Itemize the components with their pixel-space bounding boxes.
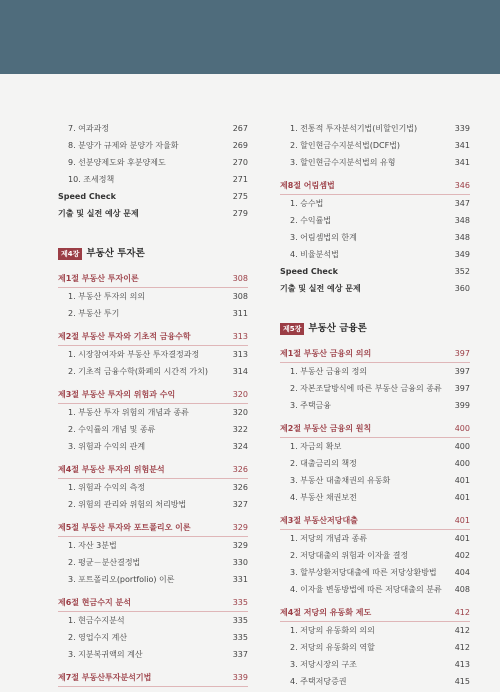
toc-page-number: 339 [232, 673, 248, 682]
toc-page-number: 324 [232, 442, 248, 451]
toc-entry-row[interactable] [280, 120, 470, 137]
toc-entry-row[interactable] [58, 537, 248, 554]
toc-entry-row[interactable] [280, 673, 470, 690]
toc-page-number: 331 [232, 575, 248, 584]
toc-entry-title: 1. 현금수지분석 [68, 616, 125, 625]
toc-entry-title: 기출 및 실전 예상 문제 [280, 284, 361, 293]
toc-page-number: 404 [454, 568, 470, 577]
toc-entry-row[interactable] [280, 530, 470, 547]
toc-page-number: 308 [232, 274, 248, 283]
toc-entry-row[interactable] [280, 154, 470, 171]
toc-entry-title: 제3절 부동산 투자의 위험과 수익 [58, 390, 176, 399]
toc-section-row[interactable] [280, 177, 470, 195]
toc-page-number: 413 [454, 660, 470, 669]
toc-page-number: 399 [454, 401, 470, 410]
toc-entry-title: 2. 자본조달방식에 따른 부동산 금융의 종류 [290, 384, 442, 393]
toc-entry-title: 2. 저당대출의 위험과 이자율 결정 [290, 551, 409, 560]
toc-entry-title: 1. 부동산 금융의 정의 [290, 367, 368, 376]
toc-entry-title: 2. 수익률의 개념 및 종류 [68, 425, 156, 434]
toc-chapter-heading [58, 242, 248, 264]
toc-entry-title: 3. 부동산 대출채권의 유동화 [290, 476, 391, 485]
toc-entry-title: 1. 저당의 유동화의 의의 [290, 626, 375, 635]
toc-entry-row[interactable] [280, 455, 470, 472]
toc-page-number: 326 [232, 465, 248, 474]
toc-page-number: 308 [232, 292, 248, 301]
toc-entry-title: 8. 분양가 규제와 분양가 자율화 [68, 141, 179, 150]
toc-section-row[interactable] [280, 512, 470, 530]
toc-section-row[interactable] [58, 386, 248, 404]
toc-entry-title: 제7절 부동산투자분석기법 [58, 673, 152, 682]
toc-entry-title: 1. 자금의 확보 [290, 442, 342, 451]
toc-entry-title: 3. 주택금융 [290, 401, 332, 410]
toc-entry-title: 제8절 어림셈법 [280, 181, 335, 190]
toc-page-number: 341 [454, 141, 470, 150]
toc-entry-row[interactable] [58, 554, 248, 571]
toc-entry-title: 4. 비율분석법 [290, 250, 339, 259]
toc-entry-row[interactable] [58, 188, 248, 205]
toc-page-number: 348 [454, 233, 470, 242]
toc-entry-title: Speed Check [280, 267, 338, 276]
toc-entry-row[interactable] [58, 363, 248, 380]
toc-page-number: 415 [454, 677, 470, 686]
toc-entry-title: 4. 이자율 변동방법에 따른 저당대출의 분류 [290, 585, 442, 594]
toc-entry-title: 제2절 부동산 금융의 원칙 [280, 424, 372, 433]
toc-page-number: 267 [232, 124, 248, 133]
toc-page-number: 313 [232, 350, 248, 359]
toc-entry-row[interactable] [58, 479, 248, 496]
toc-entry-title: 1. 자산 3분법 [68, 541, 117, 550]
toc-spacer [58, 222, 248, 236]
toc-entry-title: 2. 영업수지 계산 [68, 633, 128, 642]
toc-entry-title: 4. 부동산 채권보전 [290, 493, 357, 502]
toc-entry-title: 제1절 부동산 금융의 의의 [280, 349, 372, 358]
toc-page-number: 412 [454, 608, 470, 617]
toc-entry-title: Speed Check [58, 192, 116, 201]
toc-page-number: 320 [232, 408, 248, 417]
toc-page-number: 320 [232, 390, 248, 399]
toc-entry-row[interactable] [58, 171, 248, 188]
chapter-tag: 제5장 [280, 323, 304, 335]
toc-page-number: 352 [454, 267, 470, 276]
toc-entry-row[interactable] [58, 421, 248, 438]
toc-section-row[interactable] [280, 345, 470, 363]
toc-entry-row[interactable] [280, 263, 470, 280]
toc-section-row[interactable] [58, 270, 248, 288]
toc-entry-row[interactable] [280, 397, 470, 414]
toc-entry-title: 2. 할인현금수지분석법(DCF법) [290, 141, 401, 150]
toc-entry-title: 3. 저당시장의 구조 [290, 660, 357, 669]
toc-page-number: 329 [232, 523, 248, 532]
toc-entry-row[interactable] [280, 246, 470, 263]
toc-section-row[interactable] [58, 461, 248, 479]
toc-entry-title: 2. 평균－분산결정법 [68, 558, 141, 567]
toc-page-number: 335 [232, 633, 248, 642]
toc-entry-title: 제4절 저당의 유동화 제도 [280, 608, 372, 617]
toc-entry-row[interactable] [58, 288, 248, 305]
toc-entry-title: 1. 전통적 투자분석기법(비할인기법) [290, 124, 418, 133]
toc-page-number: 335 [232, 598, 248, 607]
toc-page-number: 412 [454, 626, 470, 635]
toc-page-number: 397 [454, 384, 470, 393]
toc-page-number: 330 [232, 558, 248, 567]
toc-page-number: 400 [454, 459, 470, 468]
toc-page-number: 397 [454, 349, 470, 358]
toc-page-number: 270 [232, 158, 248, 167]
toc-entry-title: 2. 대출금리의 책정 [290, 459, 357, 468]
toc-entry-row[interactable] [280, 363, 470, 380]
toc-entry-row[interactable] [58, 629, 248, 646]
toc-section-row[interactable] [58, 669, 248, 687]
toc-entry-row[interactable] [280, 280, 470, 297]
toc-page-number: 408 [454, 585, 470, 594]
toc-entry-row[interactable] [280, 656, 470, 673]
toc-entry-title: 3. 어림셈법의 한계 [290, 233, 357, 242]
toc-entry-title: 4. 주택저당증권 [290, 677, 347, 686]
toc-page-number: 400 [454, 442, 470, 451]
toc-page-number: 322 [232, 425, 248, 434]
toc-section-row[interactable] [58, 328, 248, 346]
toc-page-number: 341 [454, 158, 470, 167]
toc-entry-title: 2. 위험의 관리와 위험의 처리방법 [68, 500, 187, 509]
toc-entry-row[interactable] [280, 438, 470, 455]
toc-entry-row[interactable] [280, 380, 470, 397]
toc-entry-row[interactable] [280, 195, 470, 212]
toc-entry-row[interactable] [58, 571, 248, 588]
toc-page-number: 275 [232, 192, 248, 201]
toc-entry-title: 7. 여과과정 [68, 124, 110, 133]
toc-entry-row[interactable] [280, 489, 470, 506]
toc-section-row[interactable] [280, 604, 470, 622]
toc-page-number: 311 [232, 309, 248, 318]
toc-entry-row[interactable] [280, 622, 470, 639]
toc-page-number: 337 [232, 650, 248, 659]
toc-entry-title: 2. 부동산 투기 [68, 309, 120, 318]
toc-entry-title: 제1절 부동산 투자이론 [58, 274, 139, 283]
toc-page-number: 348 [454, 216, 470, 225]
chapter-title: 부동산 금융론 [308, 322, 367, 334]
toc-entry-row[interactable] [280, 229, 470, 246]
toc-entry-row[interactable] [280, 581, 470, 598]
toc-right-column [280, 120, 470, 690]
toc-entry-title: 2. 수익률법 [290, 216, 332, 225]
toc-entry-title: 제3절 부동산저당대출 [280, 516, 358, 525]
toc-entry-title: 기출 및 실전 예상 문제 [58, 209, 139, 218]
toc-page-number: 329 [232, 541, 248, 550]
toc-page-number: 326 [232, 483, 248, 492]
toc-page-number: 279 [232, 209, 248, 218]
toc-entry-title: 제5절 부동산 투자와 포트폴리오 이론 [58, 523, 191, 532]
toc-page-number: 313 [232, 332, 248, 341]
toc-page-number: 401 [454, 493, 470, 502]
toc-entry-title: 3. 포트폴리오(portfolio) 이론 [68, 575, 175, 584]
toc-entry-row[interactable] [280, 639, 470, 656]
toc-page-number: 314 [232, 367, 248, 376]
toc-entry-row[interactable] [280, 564, 470, 581]
toc-page-number: 327 [232, 500, 248, 509]
toc-entry-title: 1. 시장참여자와 부동산 투자결정과정 [68, 350, 200, 359]
toc-entry-title: 1. 승수법 [290, 199, 324, 208]
toc-section-row[interactable] [280, 420, 470, 438]
toc-page-number: 339 [454, 124, 470, 133]
toc-section-row[interactable] [58, 594, 248, 612]
toc-entry-title: 3. 위험과 수익의 관계 [68, 442, 146, 451]
toc-entry-row[interactable] [280, 472, 470, 489]
toc-page-number: 401 [454, 534, 470, 543]
toc-entry-title: 1. 부동산 투자의 의의 [68, 292, 146, 301]
toc-entry-row[interactable] [58, 120, 248, 137]
toc-page-number: 347 [454, 199, 470, 208]
toc-entry-row[interactable] [58, 305, 248, 322]
toc-chapter-heading [280, 317, 470, 339]
toc-entry-row[interactable] [58, 646, 248, 663]
toc-entry-row[interactable] [58, 612, 248, 629]
toc-entry-title: 9. 선분양제도와 후분양제도 [68, 158, 166, 167]
toc-page-number: 402 [454, 551, 470, 560]
toc-entry-row[interactable] [58, 154, 248, 171]
toc-entry-row[interactable] [280, 137, 470, 154]
chapter-tag: 제4장 [58, 248, 82, 260]
toc-entry-row[interactable] [58, 346, 248, 363]
header-banner [0, 0, 500, 74]
toc-entry-title: 10. 조세정책 [68, 175, 115, 184]
toc-left-column [58, 120, 248, 687]
toc-entry-title: 3. 할부상환저당대출에 따른 저당상환방법 [290, 568, 437, 577]
chapter-title: 부동산 투자론 [86, 247, 145, 259]
toc-page-number: 335 [232, 616, 248, 625]
toc-entry-title: 제6절 현금수지 분석 [58, 598, 131, 607]
toc-entry-title: 1. 위험과 수익의 측정 [68, 483, 146, 492]
toc-entry-title: 2. 저당의 유동화의 역할 [290, 643, 375, 652]
toc-entry-row[interactable] [58, 496, 248, 513]
toc-entry-title: 1. 부동산 투자 위험의 개념과 종류 [68, 408, 189, 417]
toc-entry-title: 1. 저당의 개념과 종류 [290, 534, 368, 543]
toc-entry-title: 3. 지분복귀액의 계산 [68, 650, 143, 659]
toc-entry-title: 3. 할인현금수지분석법의 유형 [290, 158, 396, 167]
toc-entry-row[interactable] [58, 404, 248, 421]
toc-spacer [280, 297, 470, 311]
toc-entry-row[interactable] [58, 438, 248, 455]
toc-entry-title: 제4절 부동산 투자의 위험분석 [58, 465, 165, 474]
toc-page-number: 401 [454, 476, 470, 485]
toc-page-number: 346 [454, 181, 470, 190]
toc-entry-title: 2. 기초적 금융수학(화폐의 시간적 가치) [68, 367, 208, 376]
toc-section-row[interactable] [58, 519, 248, 537]
toc-entry-row[interactable] [58, 137, 248, 154]
toc-entry-row[interactable] [58, 205, 248, 222]
toc-entry-row[interactable] [280, 212, 470, 229]
toc-entry-row[interactable] [280, 547, 470, 564]
toc-entry-title: 제2절 부동산 투자와 기초적 금융수학 [58, 332, 191, 341]
toc-page-number: 401 [454, 516, 470, 525]
toc-page-number: 360 [454, 284, 470, 293]
toc-page-number: 269 [232, 141, 248, 150]
toc-page-number: 349 [454, 250, 470, 259]
toc-page-number: 400 [454, 424, 470, 433]
toc-page-number: 412 [454, 643, 470, 652]
toc-page-number: 271 [232, 175, 248, 184]
toc-page-number: 397 [454, 367, 470, 376]
